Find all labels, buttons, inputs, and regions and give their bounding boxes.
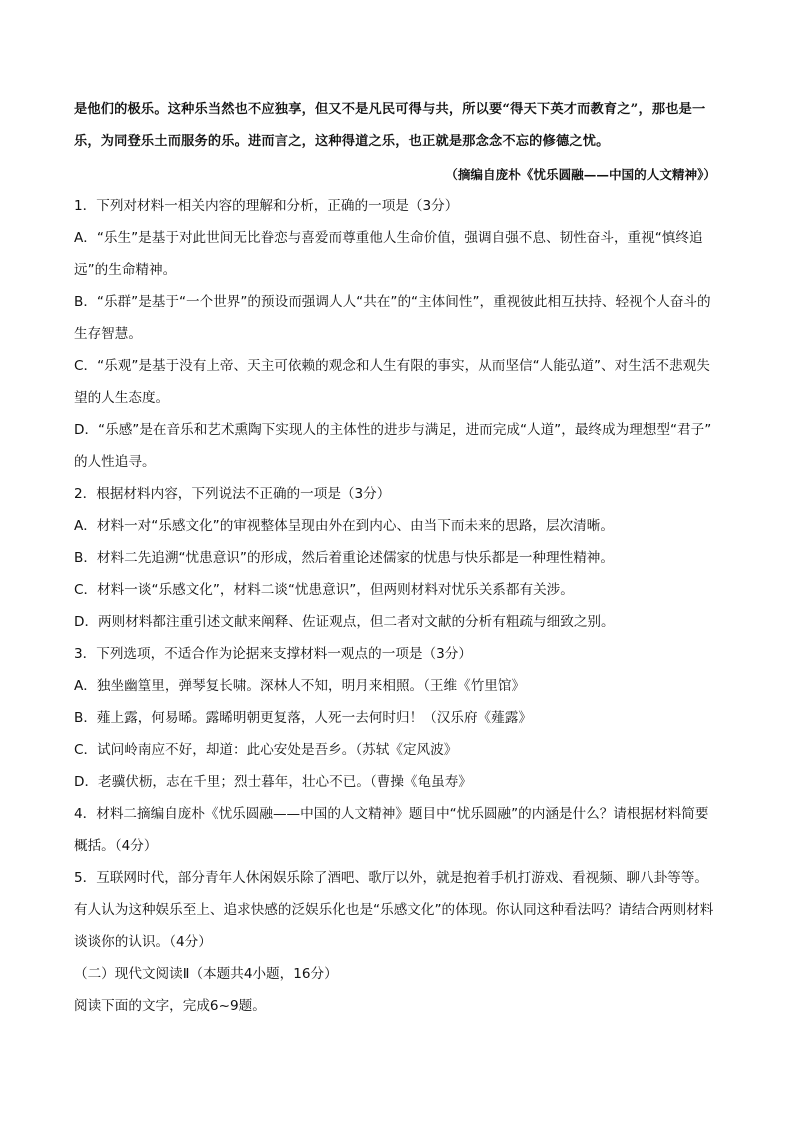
question-1-option-a-cont: 远”的生命精神。 <box>74 262 177 278</box>
question-4-stem: 4．材料二摘编自庞朴《忧乐圆融——中国的人文精神》题目中“忧乐圆融”的内涵是什么？请根据材料简要 <box>74 806 709 822</box>
question-2-option-a: A．材料一对“乐感文化”的审视整体呈现由外在到内心、由当下而未来的思路，层次清晰。 <box>74 518 614 534</box>
question-1-option-b: B．“乐群”是基于“一个世界”的预设而强调人人“共在”的“主体间性”，重视彼此相互扶持、轻视个人奋斗的 <box>74 294 711 310</box>
question-3-option-b: B．薤上露，何易晞。露晞明朝更复落，人死一去何时归！（汉乐府《薤露》 <box>74 710 532 726</box>
question-3-stem: 3．下列选项，不适合作为论据来支撑材料一观点的一项是（3分） <box>74 646 472 662</box>
question-5-stem-cont-1: 有人认为这种娱乐至上、追求快感的泛娱乐化也是“乐感文化”的体现。你认同这种看法吗？请结合两则材料 <box>74 902 714 918</box>
section-instruction: 阅读下面的文字，完成6~9题。 <box>74 998 266 1014</box>
passage-line-2: 乐，为同登乐土而服务的乐。进而言之，这种得道之乐，也正就是那念念不忘的修德之忧。 <box>74 134 610 149</box>
question-1-option-d: D．“乐感”是在音乐和艺术熏陶下实现人的主体性的进步与满足，进而完成“人道”，最终成为理想型“君子” <box>74 422 712 438</box>
question-1-option-b-cont: 生存智慧。 <box>74 326 142 342</box>
question-1-stem: 1．下列对材料一相关内容的理解和分析，正确的一项是（3分） <box>74 198 459 214</box>
question-1-option-d-cont: 的人性追寻。 <box>74 454 156 470</box>
question-1-option-c-cont: 望的人生态度。 <box>74 390 170 406</box>
question-2-option-c: C．材料一谈“乐感文化”，材料二谈“忧患意识”，但两则材料对忧乐关系都有关涉。 <box>74 582 574 598</box>
passage-source: （摘编自庞朴《忧乐圆融——中国的人文精神》） <box>445 167 716 182</box>
question-1-option-c: C．“乐观”是基于没有上帝、天主可依赖的观念和人生有限的事实，从而坚信“人能弘道”、对生活不悲观失 <box>74 358 710 374</box>
question-3-option-a: A．独坐幽篁里，弹琴复长啸。深林人不知，明月来相照。（王维《竹里馆》 <box>74 678 526 694</box>
question-3-option-c: C．试问岭南应不好，却道：此心安处是吾乡。（苏轼《定风波》 <box>74 742 458 758</box>
question-2-option-d: D．两则材料都注重引述文献来阐释、佐证观点，但二者对文献的分析有粗疏与细致之别。 <box>74 614 615 630</box>
question-3-option-d: D．老骥伏枥，志在千里；烈士暮年，壮心不已。（曹操《龟虽寿》 <box>74 774 472 790</box>
question-5-stem: 5．互联网时代，部分青年人休闲娱乐除了酒吧、歌厅以外，就是抱着手机打游戏、看视频、聊八卦等等。 <box>74 870 708 886</box>
passage-line-1: 是他们的极乐。这种乐当然也不应独享，但又不是凡民可得与共，所以要“得天下英才而教育之”，那也是一 <box>74 102 706 117</box>
question-5-stem-cont-2: 谈谈你的认识。（4分） <box>74 934 212 950</box>
question-1-option-a: A．“乐生”是基于对此世间无比眷恋与喜爱而尊重他人生命价值，强调自强不息、韧性奋斗，重视“慎终追 <box>74 230 703 246</box>
question-2-stem: 2．根据材料内容，下列说法不正确的一项是（3分） <box>74 486 391 502</box>
question-2-option-b: B．材料二先追溯“忧患意识”的形成，然后着重论述儒家的忧患与快乐都是一种理性精神。 <box>74 550 614 566</box>
question-4-stem-cont: 概括。（4分） <box>74 838 158 854</box>
section-heading: （二）现代文阅读Ⅱ（本题共4小题，16分） <box>74 966 338 982</box>
